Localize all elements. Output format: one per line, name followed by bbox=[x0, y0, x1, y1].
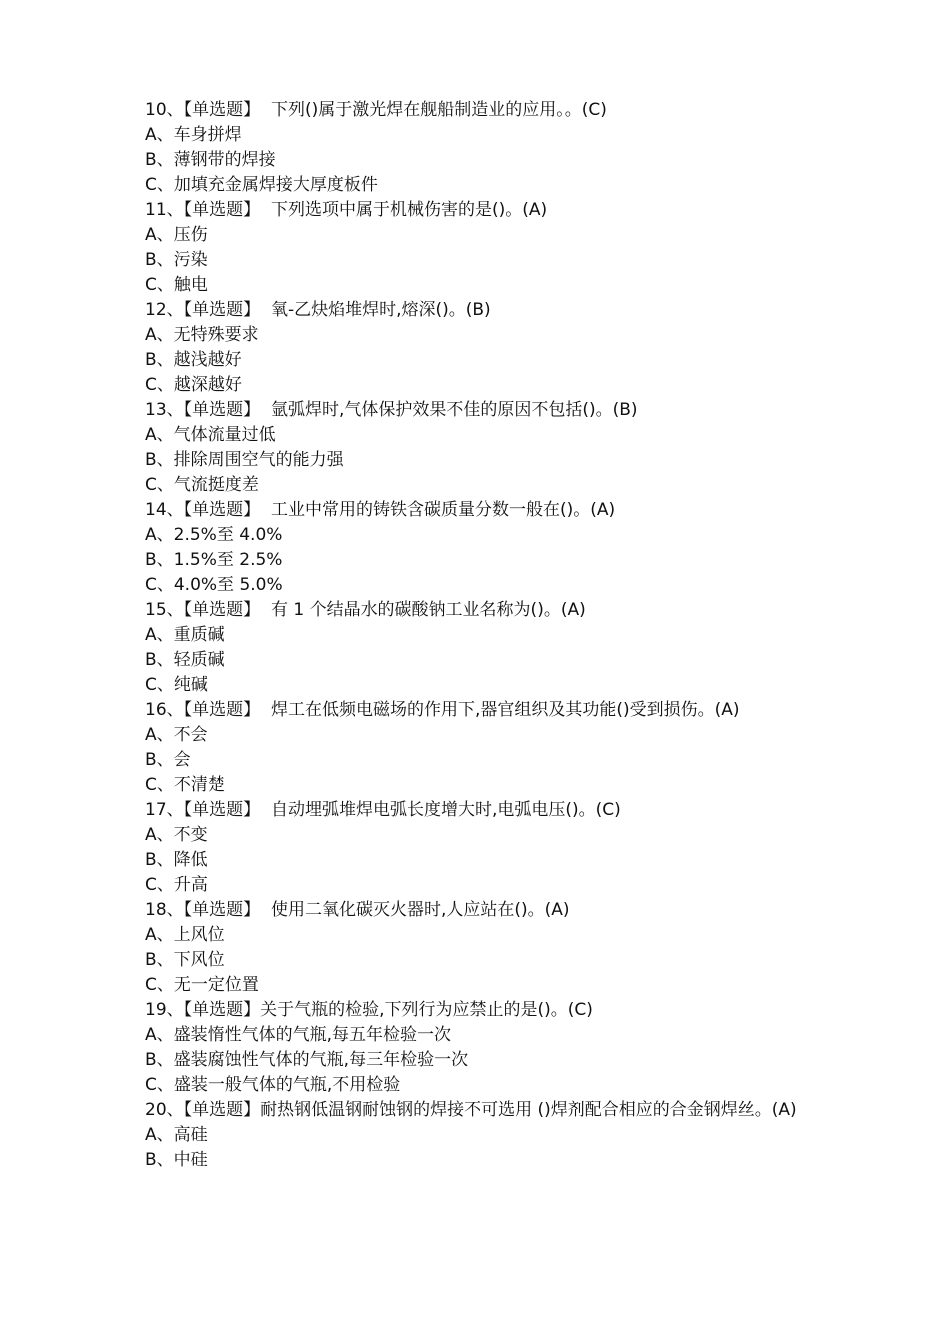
option-a: A、不变 bbox=[145, 825, 208, 845]
question-block bbox=[145, 98, 815, 198]
option-a: A、气体流量过低 bbox=[145, 425, 276, 445]
question-text: 20、【单选题】耐热钢低温钢耐蚀钢的焊接不可选用 ()焊剂配合相应的合金钢焊丝。(A) bbox=[145, 1100, 797, 1120]
question-text: 15、【单选题】 有 1 个结晶水的碳酸钠工业名称为()。(A) bbox=[145, 600, 586, 620]
option-c: C、纯碱 bbox=[145, 675, 208, 695]
question-block bbox=[145, 598, 815, 698]
question-block bbox=[145, 198, 815, 298]
question-block bbox=[145, 298, 815, 398]
option-b: B、轻质碱 bbox=[145, 650, 225, 670]
question-text: 19、【单选题】关于气瓶的检验,下列行为应禁止的是()。(C) bbox=[145, 1000, 593, 1020]
question-list bbox=[145, 98, 815, 1173]
option-c: C、加填充金属焊接大厚度板件 bbox=[145, 175, 378, 195]
question-text: 17、【单选题】 自动埋弧堆焊电弧长度增大时,电弧电压()。(C) bbox=[145, 800, 621, 820]
option-b: B、污染 bbox=[145, 250, 208, 270]
question-text: 18、【单选题】 使用二氧化碳灭火器时,人应站在()。(A) bbox=[145, 900, 570, 920]
option-a: A、压伤 bbox=[145, 225, 208, 245]
question-block bbox=[145, 498, 815, 598]
option-a: A、盛装惰性气体的气瓶,每五年检验一次 bbox=[145, 1025, 452, 1045]
option-a: A、高硅 bbox=[145, 1125, 208, 1145]
option-c: C、触电 bbox=[145, 275, 208, 295]
option-c: C、越深越好 bbox=[145, 375, 242, 395]
option-a: A、车身拼焊 bbox=[145, 125, 242, 145]
question-text: 12、【单选题】 氧-乙炔焰堆焊时,熔深()。(B) bbox=[145, 300, 491, 320]
option-a: A、重质碱 bbox=[145, 625, 225, 645]
option-a: A、2.5%至 4.0% bbox=[145, 525, 283, 545]
option-b: B、会 bbox=[145, 750, 191, 770]
question-block bbox=[145, 1098, 815, 1173]
question-block bbox=[145, 698, 815, 798]
question-block bbox=[145, 798, 815, 898]
option-b: B、排除周围空气的能力强 bbox=[145, 450, 344, 470]
option-b: B、盛装腐蚀性气体的气瓶,每三年检验一次 bbox=[145, 1050, 469, 1070]
option-c: C、不清楚 bbox=[145, 775, 225, 795]
question-text: 13、【单选题】 氩弧焊时,气体保护效果不佳的原因不包括()。(B) bbox=[145, 400, 638, 420]
option-c: C、盛装一般气体的气瓶,不用检验 bbox=[145, 1075, 401, 1095]
option-a: A、不会 bbox=[145, 725, 208, 745]
option-b: B、越浅越好 bbox=[145, 350, 242, 370]
question-block bbox=[145, 898, 815, 998]
option-b: B、中硅 bbox=[145, 1150, 208, 1170]
question-block bbox=[145, 398, 815, 498]
question-block bbox=[145, 998, 815, 1098]
option-b: B、下风位 bbox=[145, 950, 225, 970]
question-text: 10、【单选题】 下列()属于激光焊在舰船制造业的应用。。(C) bbox=[145, 100, 607, 120]
option-c: C、升高 bbox=[145, 875, 208, 895]
option-c: C、无一定位置 bbox=[145, 975, 259, 995]
option-b: B、薄钢带的焊接 bbox=[145, 150, 276, 170]
question-text: 11、【单选题】 下列选项中属于机械伤害的是()。(A) bbox=[145, 200, 548, 220]
option-c: C、气流挺度差 bbox=[145, 475, 259, 495]
option-c: C、4.0%至 5.0% bbox=[145, 575, 283, 595]
question-text: 16、【单选题】 焊工在低频电磁场的作用下,器官组织及其功能()受到损伤。(A) bbox=[145, 700, 740, 720]
option-a: A、上风位 bbox=[145, 925, 225, 945]
question-text: 14、【单选题】 工业中常用的铸铁含碳质量分数一般在()。(A) bbox=[145, 500, 616, 520]
option-b: B、降低 bbox=[145, 850, 208, 870]
option-a: A、无特殊要求 bbox=[145, 325, 259, 345]
option-b: B、1.5%至 2.5% bbox=[145, 550, 283, 570]
